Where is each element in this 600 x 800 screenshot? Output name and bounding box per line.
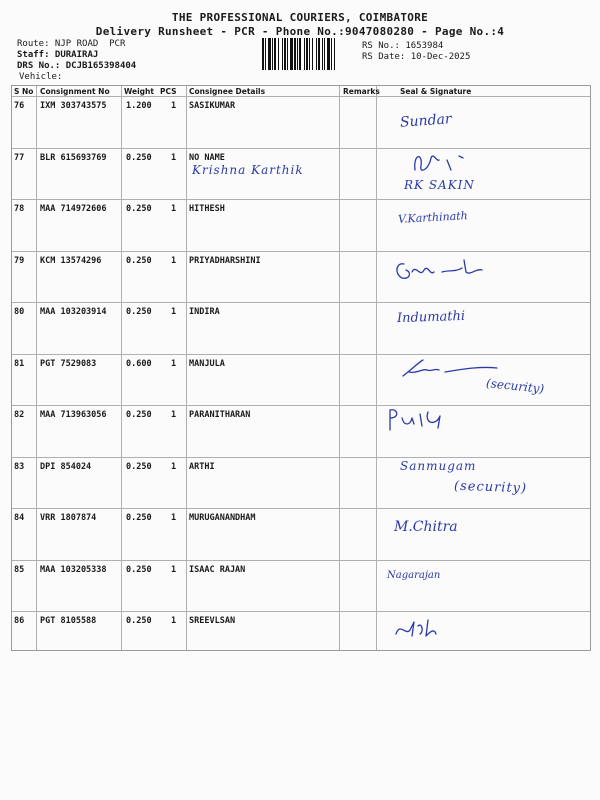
- row-sno: 80: [14, 307, 25, 317]
- signature-row84: M.Chitra: [394, 519, 458, 535]
- row-weight: 0.250: [126, 410, 152, 420]
- row-pcs: 1: [171, 204, 177, 214]
- route-text: Route: NJP ROAD PCR: [17, 39, 126, 49]
- rs-date: RS Date: 10-Dec-2025: [362, 52, 471, 62]
- row-consignment-no: IXM 303743575: [40, 101, 107, 111]
- row-consignee: PARANITHARAN: [189, 410, 251, 420]
- signature-row86: [392, 614, 442, 640]
- row-weight: 1.200: [126, 101, 152, 111]
- signature-row81: (security): [485, 375, 545, 397]
- col-sno-header: S No: [14, 87, 34, 96]
- row-sno: 81: [14, 358, 25, 369]
- row-consignment-no: MAA 714972606: [40, 204, 107, 214]
- row-sno: 84: [14, 513, 25, 523]
- runsheet-subtitle: Delivery Runsheet - PCR - Phone No.:9047080280 - Page No.:4: [95, 25, 505, 38]
- row-sno: 83: [14, 461, 25, 472]
- row-pcs: 1: [171, 513, 177, 523]
- signature-row76: Sundar: [399, 111, 453, 131]
- row-sno: 82: [14, 410, 25, 420]
- row-consignment-no: KCM 13574296: [40, 255, 102, 266]
- row-sno: 79: [14, 255, 25, 266]
- row-weight: 0.250: [126, 461, 152, 472]
- col-seal-header: Seal & Signature: [400, 87, 472, 96]
- row-pcs: 1: [171, 152, 177, 163]
- row-consignee: SASIKUMAR: [189, 101, 236, 111]
- row-weight: 0.250: [126, 255, 152, 266]
- col-consignment-header: Consignment No: [40, 87, 110, 96]
- signature-row80: Indumathi: [396, 308, 466, 327]
- row-consignee: NO NAME: [189, 152, 225, 163]
- staff-text: Staff: DURAIRAJ: [17, 50, 99, 60]
- row-weight: 0.250: [126, 307, 152, 317]
- row-pcs: 1: [171, 564, 177, 575]
- col-consignee-header: Consignee Details: [189, 87, 266, 96]
- row-consignee: ISAAC RAJAN: [189, 564, 246, 575]
- row-weight: 0.250: [126, 616, 152, 626]
- row-consignee: SREEVLSAN: [189, 616, 236, 626]
- col-remarks-header: Remarks: [343, 87, 380, 96]
- row-sno: 85: [14, 564, 25, 575]
- signature-mark-row77: [407, 148, 487, 178]
- signature-row82: [384, 404, 474, 436]
- row-consignee: PRIYADHARSHINI: [189, 255, 261, 266]
- row-sno: 86: [14, 616, 25, 626]
- col-weight-header: Weight: [124, 87, 154, 96]
- barcode-image: [262, 38, 360, 70]
- row-consignment-no: VRR 1807874: [40, 513, 97, 523]
- signature-row77: RK SAKIN: [404, 178, 475, 192]
- row-consignee: MURUGANANDHAM: [189, 513, 256, 523]
- row-pcs: 1: [171, 616, 177, 626]
- row-pcs: 1: [171, 358, 177, 369]
- row-pcs: 1: [171, 461, 177, 472]
- row-pcs: 1: [171, 255, 177, 266]
- company-title: THE PROFESSIONAL COURIERS, COIMBATORE: [171, 11, 429, 24]
- row-pcs: 1: [171, 101, 177, 111]
- runsheet-table: [11, 85, 591, 651]
- signature-row79: [390, 254, 510, 288]
- row-consignment-no: PGT 7529083: [40, 358, 97, 369]
- row-weight: 0.600: [126, 358, 152, 369]
- vehicle-text: Vehicle:: [19, 72, 63, 82]
- row-consignment-no: MAA 103205338: [40, 564, 107, 575]
- row-consignment-no: MAA 713963056: [40, 410, 107, 420]
- row-consignee: HITHESH: [189, 204, 225, 214]
- row-weight: 0.250: [126, 513, 152, 523]
- row-consignment-no: PGT 8105588: [40, 616, 97, 626]
- row-consignee: INDIRA: [189, 307, 220, 317]
- row-sno: 78: [14, 204, 25, 214]
- row-consignment-no: MAA 103203914: [40, 307, 107, 317]
- row-consignment-no: BLR 615693769: [40, 152, 107, 163]
- signature-row83: Sanmugam: [400, 459, 477, 473]
- row-pcs: 1: [171, 307, 177, 317]
- row-pcs: 1: [171, 410, 177, 420]
- row-weight: 0.250: [126, 152, 152, 163]
- signature-row85: Nagarajan: [387, 570, 441, 581]
- row-sno: 76: [14, 101, 25, 111]
- consignee-note-row77: Krishna Karthik: [192, 163, 304, 177]
- row-sno: 77: [14, 152, 25, 163]
- signature-row78: V.Karthinath: [397, 209, 469, 226]
- drs-number: DRS No.: DCJB165398404: [17, 61, 137, 71]
- signature-note-row83: (security): [453, 478, 528, 497]
- col-pcs-header: PCS: [160, 87, 177, 96]
- row-consignee: MANJULA: [189, 358, 225, 369]
- rs-number: RS No.: 1653984: [362, 41, 444, 51]
- row-weight: 0.250: [126, 564, 152, 575]
- row-consignee: ARTHI: [189, 461, 215, 472]
- row-weight: 0.250: [126, 204, 152, 214]
- row-consignment-no: DPI 854024: [40, 461, 92, 472]
